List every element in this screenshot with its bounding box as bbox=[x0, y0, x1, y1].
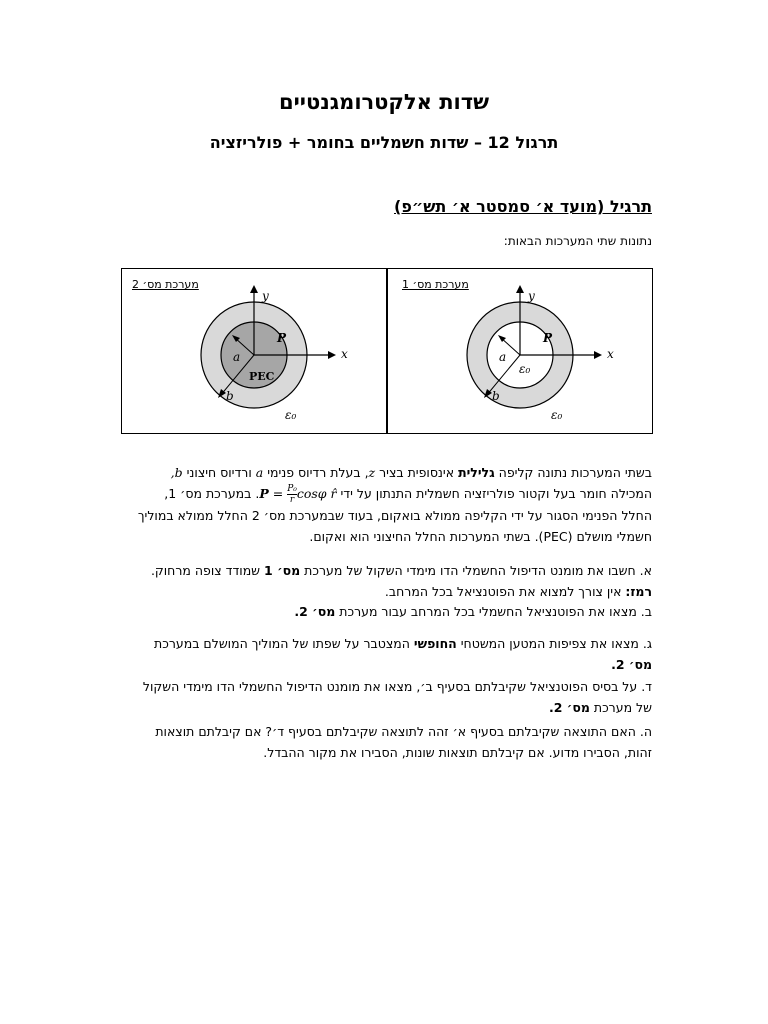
system-2-label: מערכת מס׳ 2 bbox=[132, 278, 199, 291]
radius-a-label: a bbox=[499, 350, 507, 364]
page-subtitle: תרגול 12 – שדות חשמליים בחומר + פולריזציה bbox=[209, 133, 559, 152]
system-1-label: מערכת מס׳ 1 bbox=[402, 278, 469, 291]
y-arrow-head bbox=[516, 285, 524, 293]
system-1-diagram bbox=[388, 269, 652, 433]
question-c: ג. מצאו את צפיפות המטען המשטחי החופשי המצטבר על שפתו של המוליך המושלם במערכת מס׳ 2. bbox=[154, 636, 652, 672]
y-label: y bbox=[262, 289, 269, 303]
x-label: x bbox=[341, 347, 348, 361]
pec-label: PEC bbox=[249, 370, 275, 383]
intro-paragraph bbox=[116, 462, 652, 547]
question-d: ד. על בסיס הפוטנציאל שקיבלתם בסעיף ב׳, מצאו את מומנט הדיפול החשמלי הדו מימדי השקול של מערכת מס׳ 2. bbox=[142, 679, 652, 715]
radius-a-label: a bbox=[233, 350, 241, 364]
figure-system-2 bbox=[121, 268, 387, 434]
x-arrow-head bbox=[594, 351, 602, 359]
epsilon-inner-label: ε₀ bbox=[519, 362, 531, 376]
question-a-hint: רמז: אין צורך למצוא את הפוטנציאל בכל המרחב. bbox=[384, 584, 652, 599]
question-b: ב. מצאו את הפוטנציאל החשמלי בכל המרחב עבור מערכת מס׳ 2. bbox=[294, 604, 652, 619]
y-arrow-head bbox=[250, 285, 258, 293]
intro-line-3: החלל הפנימי הסגור על ידי הקליפה ממולא בואקום, בעוד שבמערכת מס׳ 2 החלל ממולא במוליך bbox=[137, 508, 652, 523]
y-label: y bbox=[528, 289, 535, 303]
x-label: x bbox=[607, 347, 614, 361]
page-title: שדות אלקטרומגנטיים bbox=[278, 90, 490, 114]
question-a: א. חשבו את מומנט הדיפול החשמלי הדו מימדי השקול של מערכת מס׳ 1 שמודד צופה מרחוק. רמז: אין צורך למצוא את הפוטנציאל בכל המרחב. bbox=[116, 560, 652, 602]
system-2-diagram bbox=[122, 269, 386, 433]
radius-b-label: b bbox=[226, 389, 234, 403]
polarization-label: P bbox=[277, 331, 287, 345]
intro-line-4: חשמלי מושלם (PEC). בשתי המערכות החלל החיצוני הוא ואקום. bbox=[309, 529, 652, 544]
x-arrow-head bbox=[328, 351, 336, 359]
polarization-label: P bbox=[543, 331, 553, 345]
epsilon-outer-label: ε₀ bbox=[551, 408, 563, 422]
question-e: ה. האם התוצאה שקיבלתם בסעיף א׳ זהה לתוצאה שקיבלתם בסעיף ד׳? אם קיבלתם תוצאות זהות, הסבירו מדוע. אם קיבלתם תוצאות שונות, הסבירו את מקור ההבדל. bbox=[155, 724, 652, 760]
polarization-formula: P = $\frac{\text{P₀}}{r}$ cosφ r̂ bbox=[259, 484, 337, 505]
intro-line-2: המכילה חומר בעל וקטור פולריזציה חשמלית התנתון על ידי P = $\frac{\text{P₀}}{r}$ cosφ r̂. במערכת מס׳ 1, bbox=[164, 484, 652, 505]
epsilon-outer-label: ε₀ bbox=[285, 408, 297, 422]
figure-system-1 bbox=[387, 268, 653, 434]
intro-line-1: בשתי המערכות נתונה קליפה גלילית אינסופית בציר z, בעלת רדיוס פנימי a ורדיוס חיצוני b, bbox=[170, 465, 652, 480]
exercise-heading: תרגיל (מועד א׳ סמסטר א׳ תש״פ) bbox=[394, 197, 652, 216]
given-line: נתונות שתי המערכות הבאות: bbox=[503, 234, 652, 248]
radius-b-label: b bbox=[492, 389, 500, 403]
